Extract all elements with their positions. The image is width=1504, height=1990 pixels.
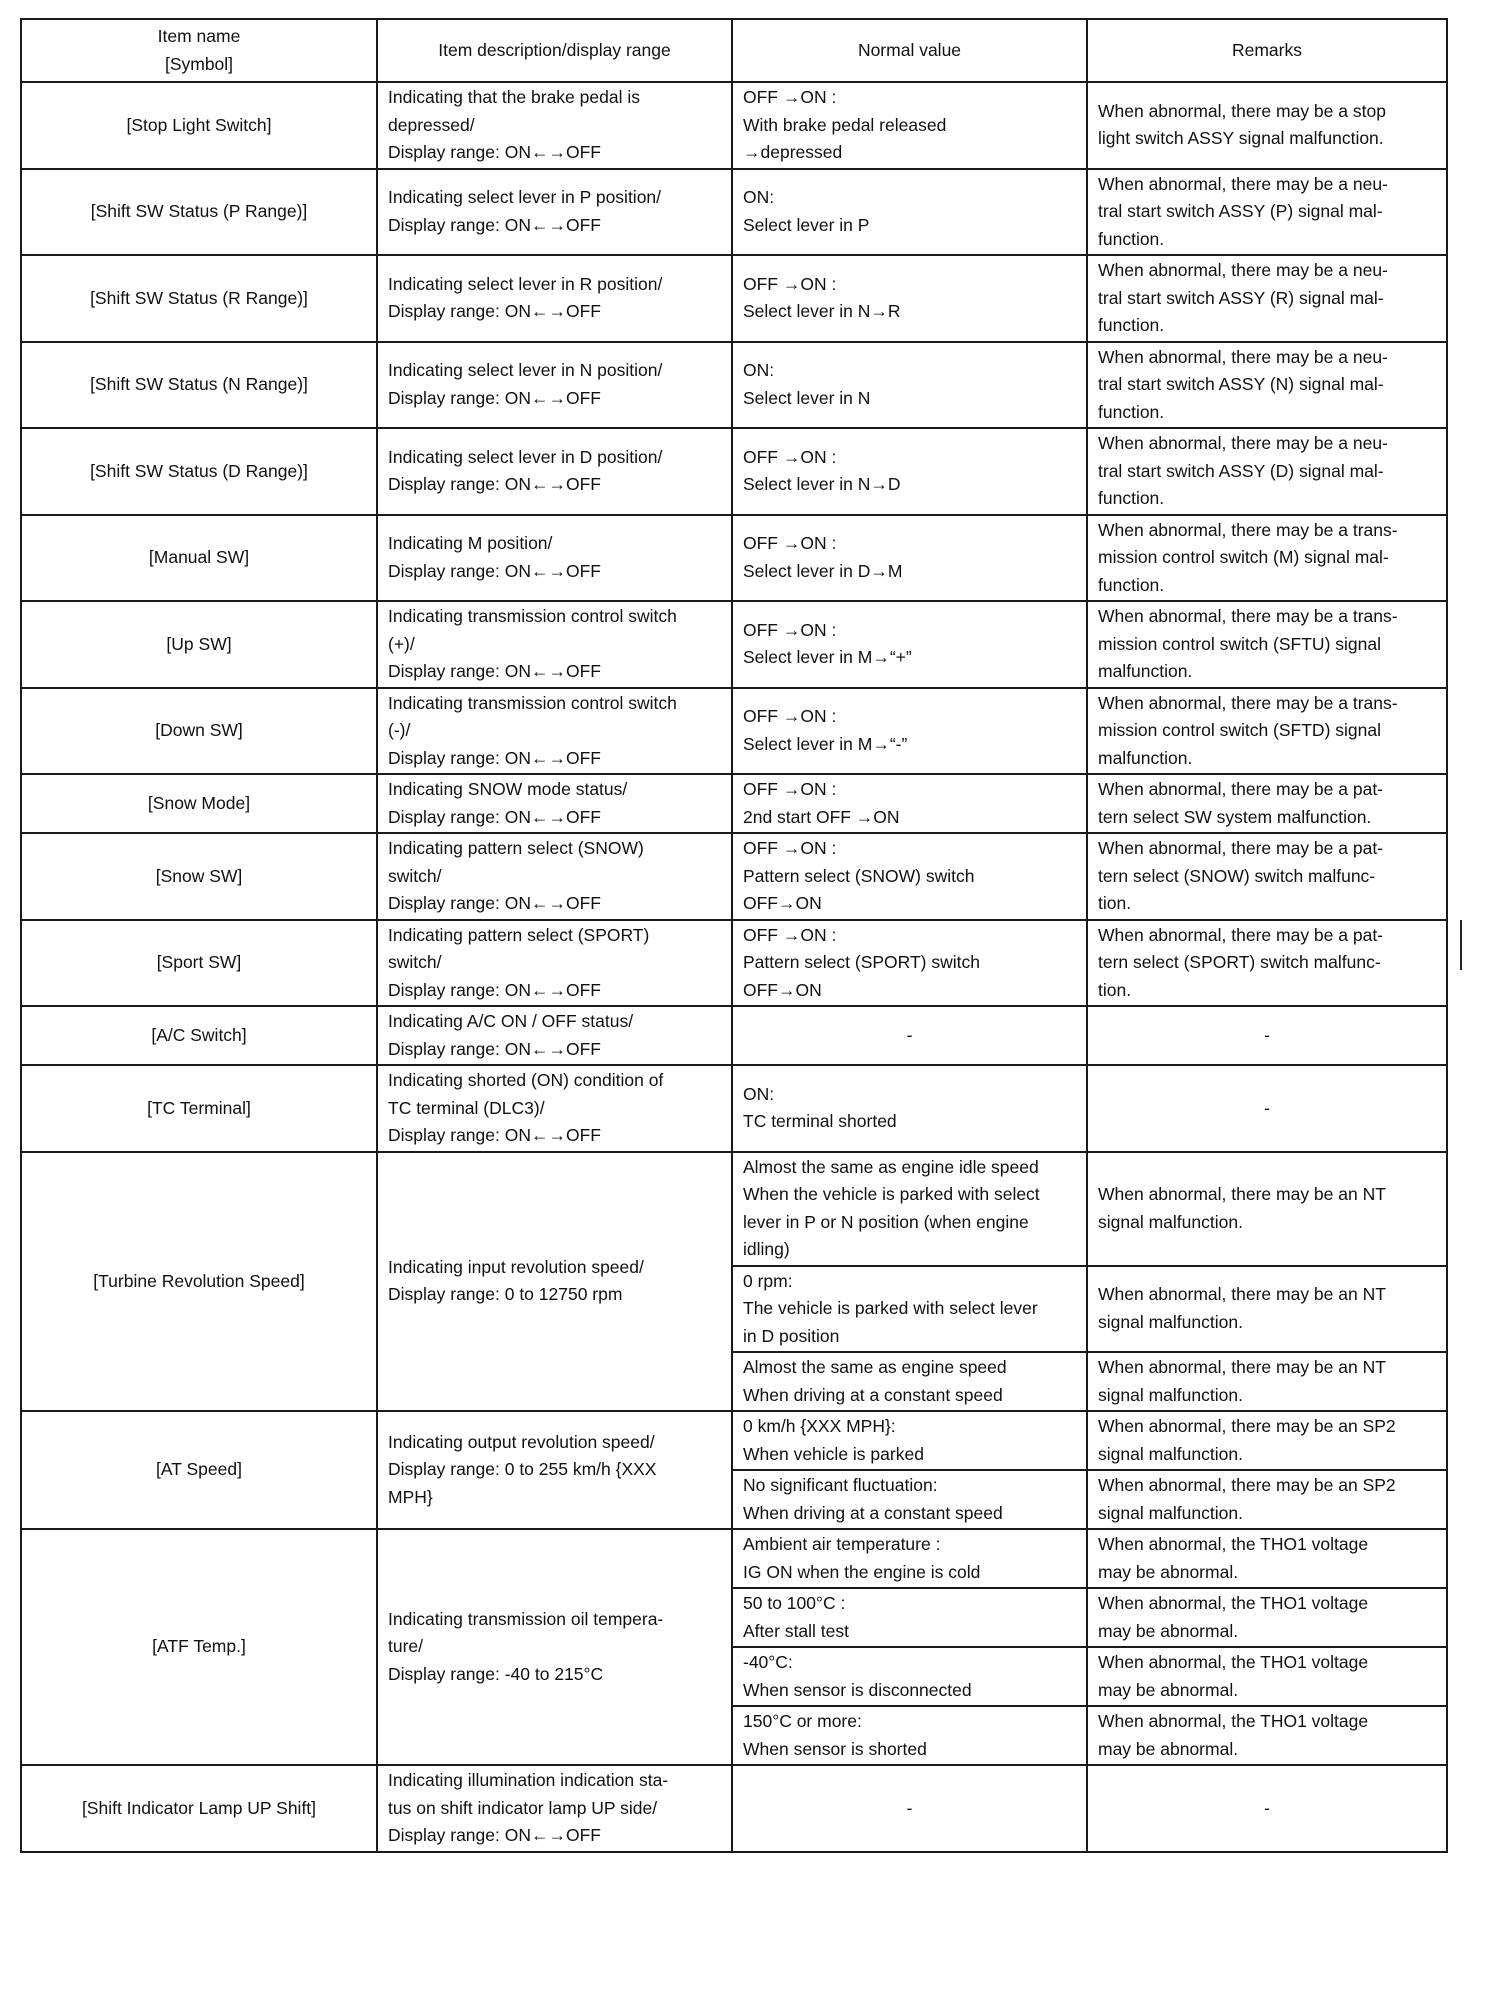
normal-value-cell: 0 rpm: The vehicle is parked with select lever in D position	[732, 1266, 1087, 1353]
normal-value-cell: OFF →ON : Select lever in M→“-”	[732, 688, 1087, 775]
table-row	[21, 1411, 1447, 1470]
item-name-cell: [Down SW]	[21, 688, 377, 775]
description-cell: Indicating transmission control switch (+)/ Display range: ON←→OFF	[377, 601, 732, 688]
item-name-cell: [Stop Light Switch]	[21, 82, 377, 169]
remarks-cell: When abnormal, there may be a pat- tern select SW system malfunction.	[1087, 774, 1447, 833]
description-cell: Indicating pattern select (SPORT) switch/ Display range: ON←→OFF	[377, 920, 732, 1007]
table-row	[21, 1152, 1447, 1266]
normal-value-cell: Almost the same as engine idle speed When the vehicle is parked with select lever in P or N position (when engine idling)	[732, 1152, 1087, 1266]
table-row	[21, 833, 1447, 920]
table-row	[21, 428, 1447, 515]
description-cell: Indicating select lever in D position/ Display range: ON←→OFF	[377, 428, 732, 515]
remarks-cell: When abnormal, there may be an NT signal malfunction.	[1087, 1352, 1447, 1411]
item-name-cell: [Up SW]	[21, 601, 377, 688]
normal-value-cell: ON: Select lever in N	[732, 342, 1087, 429]
normal-value-cell: -40°C: When sensor is disconnected	[732, 1647, 1087, 1706]
table-row	[21, 342, 1447, 429]
remarks-cell: When abnormal, there may be an NT signal malfunction.	[1087, 1266, 1447, 1353]
remarks-cell: -	[1087, 1006, 1447, 1065]
description-cell: Indicating A/C ON / OFF status/ Display range: ON←→OFF	[377, 1006, 732, 1065]
normal-value-cell: -	[732, 1765, 1087, 1852]
remarks-cell: When abnormal, there may be a neu- tral start switch ASSY (P) signal mal- function.	[1087, 169, 1447, 256]
remarks-cell: When abnormal, there may be a neu- tral start switch ASSY (D) signal mal- function.	[1087, 428, 1447, 515]
header-remarks: Remarks	[1087, 19, 1447, 82]
description-cell: Indicating select lever in N position/ Display range: ON←→OFF	[377, 342, 732, 429]
normal-value-cell: Almost the same as engine speed When driving at a constant speed	[732, 1352, 1087, 1411]
normal-value-cell: ON: Select lever in P	[732, 169, 1087, 256]
remarks-cell: When abnormal, there may be a trans- mission control switch (M) signal mal- function.	[1087, 515, 1447, 602]
remarks-cell: When abnormal, there may be an SP2 signal malfunction.	[1087, 1470, 1447, 1529]
remarks-cell: When abnormal, there may be an NT signal malfunction.	[1087, 1152, 1447, 1266]
normal-value-cell: OFF →ON : Pattern select (SPORT) switch OFF→ON	[732, 920, 1087, 1007]
description-cell: Indicating select lever in P position/ Display range: ON←→OFF	[377, 169, 732, 256]
item-name-cell: [ATF Temp.]	[21, 1529, 377, 1765]
normal-value-cell: OFF →ON : Select lever in N→R	[732, 255, 1087, 342]
normal-value-cell: OFF →ON : Pattern select (SNOW) switch OFF→ON	[732, 833, 1087, 920]
remarks-cell: When abnormal, the THO1 voltage may be abnormal.	[1087, 1647, 1447, 1706]
normal-value-cell: OFF →ON : Select lever in D→M	[732, 515, 1087, 602]
normal-value-cell: OFF →ON : With brake pedal released →depressed	[732, 82, 1087, 169]
remarks-cell: When abnormal, there may be a trans- mission control switch (SFTD) signal malfunction.	[1087, 688, 1447, 775]
header-item-name	[21, 19, 377, 82]
table-row	[21, 515, 1447, 602]
table-row	[21, 774, 1447, 833]
remarks-cell: When abnormal, there may be a pat- tern select (SNOW) switch malfunc- tion.	[1087, 833, 1447, 920]
table-row	[21, 688, 1447, 775]
table-row	[21, 1006, 1447, 1065]
table-row	[21, 920, 1447, 1007]
item-name-cell: [AT Speed]	[21, 1411, 377, 1529]
normal-value-cell: 150°C or more: When sensor is shorted	[732, 1706, 1087, 1765]
remarks-cell: When abnormal, there may be a stop light switch ASSY signal malfunction.	[1087, 82, 1447, 169]
table-row	[21, 169, 1447, 256]
item-name-cell: [TC Terminal]	[21, 1065, 377, 1152]
remarks-cell: When abnormal, the THO1 voltage may be abnormal.	[1087, 1706, 1447, 1765]
item-name-cell: [Shift SW Status (N Range)]	[21, 342, 377, 429]
description-cell: Indicating SNOW mode status/ Display range: ON←→OFF	[377, 774, 732, 833]
normal-value-cell: -	[732, 1006, 1087, 1065]
description-cell: Indicating input revolution speed/ Display range: 0 to 12750 rpm	[377, 1152, 732, 1412]
table-row	[21, 601, 1447, 688]
normal-value-cell: OFF →ON : Select lever in N→D	[732, 428, 1087, 515]
normal-value-cell: 0 km/h {XXX MPH}: When vehicle is parked	[732, 1411, 1087, 1470]
header-normal-value: Normal value	[732, 19, 1087, 82]
item-name-cell: [Shift SW Status (D Range)]	[21, 428, 377, 515]
description-cell: Indicating output revolution speed/ Display range: 0 to 255 km/h {XXX MPH}	[377, 1411, 732, 1529]
header-item-name-label: Item name	[157, 26, 241, 46]
table-row	[21, 82, 1447, 169]
item-name-cell: [A/C Switch]	[21, 1006, 377, 1065]
data-list-table	[20, 18, 1448, 1853]
table-header-row	[21, 19, 1447, 82]
remarks-cell: -	[1087, 1065, 1447, 1152]
remarks-cell: When abnormal, there may be an SP2 signal malfunction.	[1087, 1411, 1447, 1470]
remarks-cell: When abnormal, there may be a neu- tral start switch ASSY (R) signal mal- function.	[1087, 255, 1447, 342]
normal-value-cell: 50 to 100°C : After stall test	[732, 1588, 1087, 1647]
revision-bar	[1460, 920, 1462, 970]
remarks-cell: When abnormal, the THO1 voltage may be abnormal.	[1087, 1529, 1447, 1588]
description-cell: Indicating M position/ Display range: ON←→OFF	[377, 515, 732, 602]
description-cell: Indicating select lever in R position/ Display range: ON←→OFF	[377, 255, 732, 342]
remarks-cell: When abnormal, the THO1 voltage may be abnormal.	[1087, 1588, 1447, 1647]
item-name-cell: [Snow SW]	[21, 833, 377, 920]
normal-value-cell: OFF →ON : Select lever in M→“+”	[732, 601, 1087, 688]
item-name-cell: [Sport SW]	[21, 920, 377, 1007]
description-cell: Indicating transmission control switch (-)/ Display range: ON←→OFF	[377, 688, 732, 775]
item-name-cell: [Turbine Revolution Speed]	[21, 1152, 377, 1412]
description-cell: Indicating illumination indication sta- tus on shift indicator lamp UP side/ Display range: ON←→OFF	[377, 1765, 732, 1852]
header-description: Item description/display range	[377, 19, 732, 82]
description-cell: Indicating transmission oil tempera- ture/ Display range: -40 to 215°C	[377, 1529, 732, 1765]
item-name-cell: [Shift SW Status (P Range)]	[21, 169, 377, 256]
normal-value-cell: ON: TC terminal shorted	[732, 1065, 1087, 1152]
remarks-cell: -	[1087, 1765, 1447, 1852]
description-cell: Indicating that the brake pedal is depressed/ Display range: ON←→OFF	[377, 82, 732, 169]
normal-value-cell: Ambient air temperature : IG ON when the engine is cold	[732, 1529, 1087, 1588]
description-cell: Indicating shorted (ON) condition of TC terminal (DLC3)/ Display range: ON←→OFF	[377, 1065, 732, 1152]
table-row	[21, 1529, 1447, 1588]
header-symbol-label: [Symbol]	[164, 53, 234, 74]
table-row	[21, 255, 1447, 342]
item-name-cell: [Snow Mode]	[21, 774, 377, 833]
description-cell: Indicating pattern select (SNOW) switch/ Display range: ON←→OFF	[377, 833, 732, 920]
table-row	[21, 1065, 1447, 1152]
normal-value-cell: No significant fluctuation: When driving at a constant speed	[732, 1470, 1087, 1529]
remarks-cell: When abnormal, there may be a pat- tern select (SPORT) switch malfunc- tion.	[1087, 920, 1447, 1007]
normal-value-cell: OFF →ON : 2nd start OFF →ON	[732, 774, 1087, 833]
item-name-cell: [Shift Indicator Lamp UP Shift]	[21, 1765, 377, 1852]
table-row	[21, 1765, 1447, 1852]
item-name-cell: [Manual SW]	[21, 515, 377, 602]
remarks-cell: When abnormal, there may be a neu- tral start switch ASSY (N) signal mal- function.	[1087, 342, 1447, 429]
remarks-cell: When abnormal, there may be a trans- mission control switch (SFTU) signal malfunction.	[1087, 601, 1447, 688]
item-name-cell: [Shift SW Status (R Range)]	[21, 255, 377, 342]
